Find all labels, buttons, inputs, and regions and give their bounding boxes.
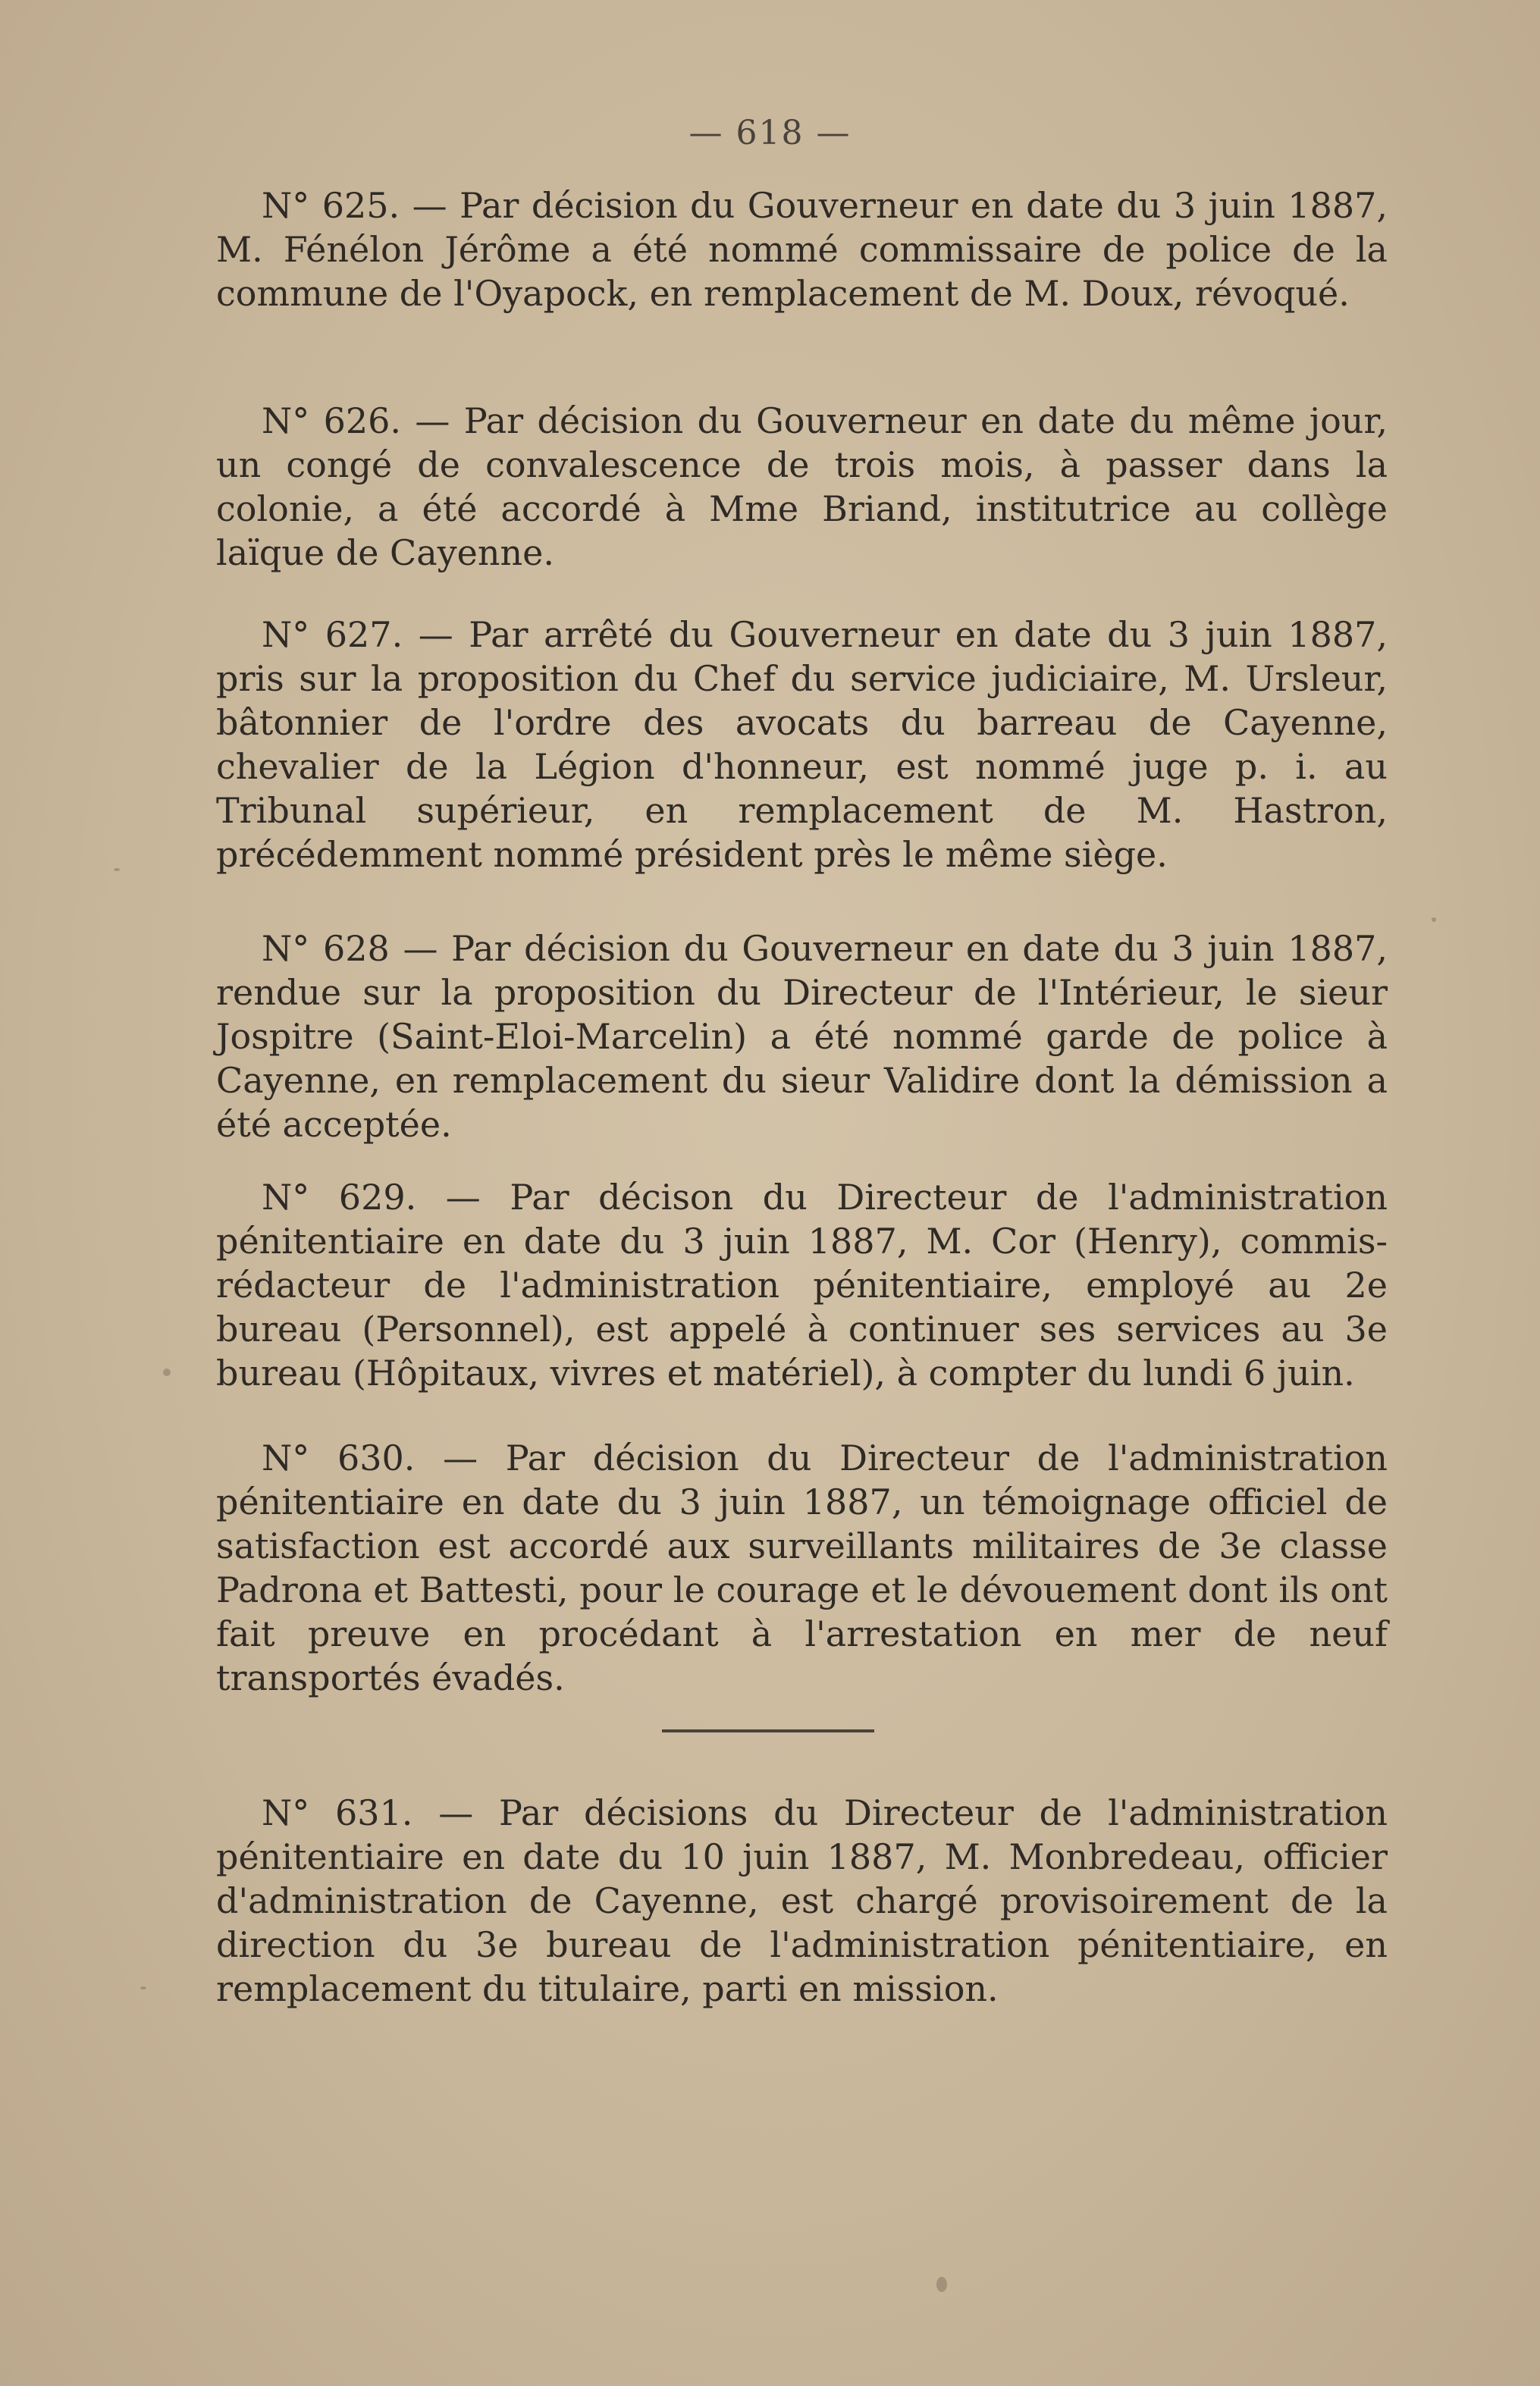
paragraph-text: N° 631. — Par décisions du Directeur de l'administration pénitentiaire en date du 10 juin 1887, M. Monbredeau, officier d'administration de Cayenne, est chargé provisoirement de la direction du 3e bureau de l'administration pénitentiaire, en remplacement du titulaire, parti en mission.: [216, 1792, 1388, 2009]
page-number: — 618 —: [688, 114, 852, 152]
paragraph-text: N° 630. — Par décision du Directeur de l'administration pénitentiaire en date du 3 juin 1887, un témoignage officiel de satisfaction est accordé aux surveillants militaires de 3e classe Padrona et Battesti, pour le courage et le dévouement dont ils ont fait preuve en procédant à l'arrestation en mer de neuf transportés évadés.: [216, 1438, 1388, 1698]
paragraph-626: [216, 399, 1388, 575]
paper-speck: [114, 868, 120, 871]
paragraph-631: [216, 1791, 1388, 2011]
paper-speck: [140, 1986, 146, 1989]
paper-speck: [1432, 917, 1436, 922]
paragraph-628: [216, 926, 1388, 1146]
paragraph-627: [216, 613, 1388, 876]
paper-speck: [936, 2277, 947, 2292]
section-divider: [662, 1729, 874, 1732]
paragraph-text: N° 629. — Par décison du Directeur de l'administration pénitentiaire en date du 3 juin 1887, M. Cor (Henry), commis-rédacteur de l'administration pénitentiaire, employé au 2e bureau (Personnel), est appelé à continuer ses services au 3e bureau (Hôpitaux, vivres et matériel), à compter du lundi 6 juin.: [216, 1177, 1388, 1394]
paragraph-630: [216, 1436, 1388, 1700]
paragraph-629: [216, 1175, 1388, 1395]
paragraph-text: N° 626. — Par décision du Gouverneur en date du même jour, un congé de convalescence de trois mois, à passer dans la colonie, a été accordé à Mme Briand, institutrice au collège laïque de Cayenne.: [216, 400, 1388, 573]
paragraph-625: [216, 183, 1388, 315]
paragraph-text: N° 628 — Par décision du Gouverneur en date du 3 juin 1887, rendue sur la proposition du Directeur de l'Intérieur, le sieur Jospitre (Saint-Eloi-Marcelin) a été nommé garde de police à Cayenne, en remplacement du sieur Validire dont la démission a été acceptée.: [216, 928, 1388, 1145]
paper-speck: [163, 1369, 171, 1376]
paragraph-text: N° 627. — Par arrêté du Gouverneur en date du 3 juin 1887, pris sur la proposition du Chef du service judiciaire, M. Ursleur, bâtonnier de l'ordre des avocats du barreau de Cayenne, chevalier de la Légion d'honneur, est nommé juge p. i. au Tribunal supérieur, en remplacement de M. Hastron, précédemment nommé président près le même siège.: [216, 614, 1388, 875]
paragraph-text: N° 625. — Par décision du Gouverneur en date du 3 juin 1887, M. Fénélon Jérôme a été nommé commissaire de police de la commune de l'Oyapock, en remplacement de M. Doux, révoqué.: [216, 185, 1388, 314]
